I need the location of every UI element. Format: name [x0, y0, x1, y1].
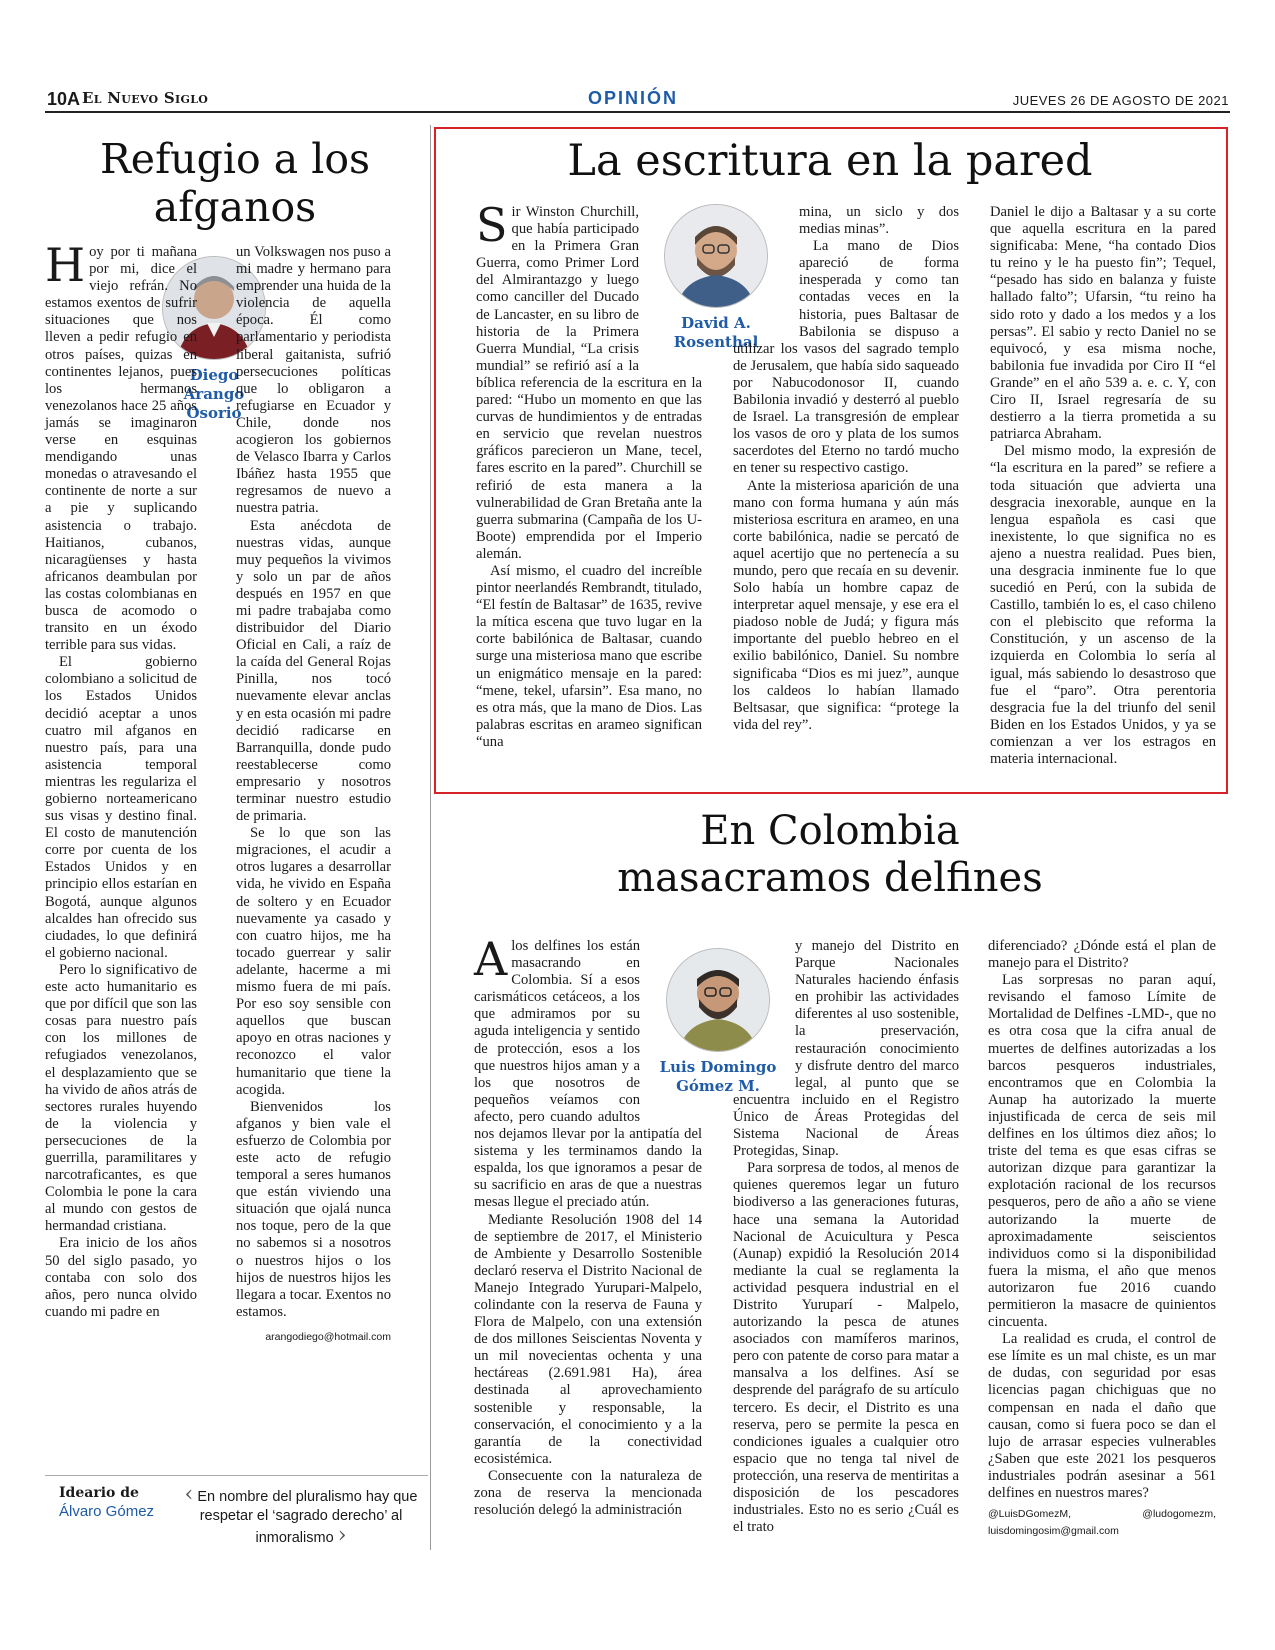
drop-cap: H [45, 238, 86, 292]
left-col1-p4: Era inicio de los años 50 del siglo pasado, yo contaba con solo dos años, pero nunca olvido cuando mi padre en [45, 1235, 197, 1320]
left-col1-p2: El gobierno colombiano a solicitud de los Estados Unidos decidió aceptar a unos cuatro mil afganos en nuestro país, para una asistencia temporal mientras les regulariza el gobierno norteamericano sus visas y destino final. El costo de manutención corre por cuenta de los Estados Unidos y en principio ellos estarían en Bogotá, aunque algunos alcaldes han ofrecido sus ciudades, lo que definirá el gobierno nacional. [45, 654, 197, 961]
newspaper-name: El Nuevo Siglo [82, 89, 209, 107]
left-article-title: Refugio a los afganos [99, 135, 371, 232]
left-author-name: Diego Arango Osorio [183, 366, 245, 422]
left-article-col2 [236, 244, 391, 1346]
bottom-col2-p1: y manejo del Distrito en Parque Nacionales Naturales haciendo énfasis en prohibir las actividades diferentes al uso sostenible, la preservación, restauración conocimiento y disfrute dentro del marco legal, al punto que se encuentra incluido en el Registro Único de Áreas Protegidas del Sistema Nacional de Áreas Protegidas, Sinap. [733, 938, 959, 1160]
top-col2-p2: La mano de Dios apareció de forma inesperada y como tan contadas veces en la historia, pues Baltasar de Babilonia se dispuso a utilizar los vasos del sagrado templo de Jerusalem, que había sido saqueado por Nabucodonosor II, cuando Babilonia invadió y desterró al pueblo de Israel. La transgresión de emplear los vasos de oro y plata de los sumos sacerdotes del Eterno no tardó mucho en tener su respectivo castigo. [733, 238, 959, 477]
close-quote-icon: › [337, 1523, 347, 1548]
ideario-quote-text: En nombre del pluralismo hay que respetar el ‘sagrado derecho’ al inmoralismo [197, 1489, 418, 1546]
page-number: 10A [47, 89, 81, 109]
column-divider [430, 125, 431, 1550]
drop-cap: S [476, 198, 508, 252]
left-col1-p3: Pero lo significativo de este acto humanitario es que por difícil que son las cosas para nuestro país con los millones de refugiados venezolanos, el desplazamiento que se ha vivido de años atrás de sectores rurales huyendo de la violencia y persecuciones de la guerrilla, paramilitares y narcotraficantes, es que Colombia le pone la cara al mundo con gestos de hermandad cristiana. [45, 961, 197, 1235]
ideario-name: Álvaro Gómez [59, 1503, 155, 1520]
top-article-col2 [733, 204, 959, 734]
bottom-col1-p2: Mediante Resolución 1908 del 14 de septiembre de 2017, el Ministerio de Ambiente y Desarrollo Sostenible declaró reserva el Distrito Nacional de Manejo Integrado Yurupari-Malpelo, colindante con la reserva de Fauna y Flora de Malpelo, con una extensión de dos millones Seiscientas Noventa y un mil novecientas ochenta y una hectáreas (2.691.981 Ha), área destinada al aprovechamiento sostenible y responsable, la conservación, el conocimiento y a la garantía de la conectividad ecosistémica. [474, 1211, 702, 1467]
bottom-col2-p2: Para sorpresa de todos, al menos de quienes queremos legar un futuro biodiverso a las generaciones futuras, hace una semana la Autoridad Nacional de Acuicultura y Pesca (Aunap) expidió la Resolución 2014 mediante la cual se reglamenta la actividad pesquera industrial en el Distrito Yuruparí - Malpelo, autorizando la pesca de atunes asociados con mamíferos marinos, pero con patente de corso para matar a mansalva a los delfines. Así se desprende del parágrafo de su artículo tercero. Es decir, el Distrito es una reserva, pero se permite la pesca en condiciones iguales a cualquier otro espacio que no tenga tal nivel de protección, una reserva de mentiritas a disposición de los pescadores industriales. Esto no es serio ¿Cuál es el trato [733, 1160, 959, 1536]
bottom-author-email: @LuisDGomezM, @ludogomezm, luisdomingosim@gmail.com [988, 1508, 1216, 1538]
bottom-col3-p3: La realidad es cruda, el control de ese límite es un mal chiste, es un mar de dudas, con seguridad por esas licencias pagan chichiguas que no compensan en nada el daño que causan, como si fuera poco se dan el lujo de arrasar especies vulnerables ¿Saben que este 2021 los pesqueros industriales podrán asesinar a 561 delfines en nuestros mares? [988, 1331, 1216, 1501]
top-article-col1 [476, 198, 702, 751]
top-col1-p1: Sir Winston Churchill, que había participado en la Primera Gran Guerra, como Primer Lord del Almirantazgo y luego como canciller del Ducado de Lancaster, en su libro de historia de la Primera Guerra Mundial, “La crisis mundial” se refirió así a la bíblica referencia de la escritura en la pared: “Hubo un momento en que las curvas de hundimientos y de entradas en servicio que revelan nuestros gráficos parecieron un Mane, tecel, fares escrito en la pared”. Churchill se refirió de esta manera a la vulnerabilidad de Gran Bretaña ante la guerra submarina (Campaña de los U-Boote) emprendida por el Imperio alemán. [476, 198, 702, 562]
header-rule [45, 111, 1230, 113]
bottom-article-col2 [733, 938, 959, 1536]
ideario-quote [176, 1482, 426, 1548]
drop-cap: A [474, 932, 508, 986]
left-author-email: arangodiego@hotmail.com [265, 1330, 391, 1343]
ideario-rule [45, 1475, 428, 1476]
bottom-article-title [440, 808, 1220, 902]
top-col1-p2: Así mismo, el cuadro del increíble pintor neerlandés Rembrandt, titulado, “El festín de Baltasar” de 1635, revive la mítica escena que tuvo lugar en la corte babilónica de Baltasar, cuando surge una misteriosa mano que escribe un enigmático mensaje en la pared: “mene, tekel, ufarsin”. Esa mano, no es otra más, que la mano de Dios. Las palabras escritas en arameo significan “una [476, 562, 702, 750]
bottom-col1-p3: Consecuente con la naturaleza de zona de reserva la mencionada resolución delegó la administración [474, 1467, 702, 1519]
ideario-label: Ideario de [59, 1485, 139, 1501]
left-col2-p2: Esta anécdota de nuestras vidas, aunque muy pequeños la vivimos y solo un par de años después en 1957 en que mi padre trabajaba como distribuidor del Diario Oficial en Cali, a raíz de la caída del General Rojas Pinilla, nos tocó nuevamente elevar anclas y en esta ocasión mi padre decidió radicarse en Barranquilla, donde pudo reestablecerse como empresario y nosotros terminar nuestro estudio de primaria. [236, 517, 391, 825]
top-author-name: David A. Rosenthal [673, 314, 759, 351]
top-col2-p1: mina, un siclo y dos medias minas”. [799, 204, 959, 238]
bottom-col3-p1: diferenciado? ¿Dónde está el plan de manejo para el Distrito? [988, 938, 1216, 972]
top-article-col3 [990, 204, 1216, 768]
section-title: OPINIÓN [588, 88, 679, 108]
left-col1-p1: Hoy por ti mañana por mi, dice el viejo refrán. No estamos exentos de sufrir situaciones que nos lleven a pedir refugio en otros países, quizas en continentes lejanos, pues los hermanos venezolanos hace 25 años jamás se imaginaron verse en esquinas mendigando unas monedas o atravesando el continente de norte a sur a pie y suplicando asistencia o trabajo. Haitianos, cubanos, nicaragüenses y hasta africanos deambulan por las costas colombianas en busca de acomodo o transito en un éxodo terrible para sus vidas. [45, 238, 197, 654]
top-article-title: La escritura en la pared [567, 136, 1093, 186]
bottom-col1-p1: Alos delfines los están masacrando en Colombia. Sí a esos carismáticos cetáceos, a los que admiramos por su aguda inteligencia y sentido de protección, esos a los que nuestros hijos aman y a los que nosotros de pequeños veíamos con afecto, pero cuando adultos nos dejamos llevar por la antipatía del sistema y les terminamos dando la espalda, los que ignoramos a pesar de su sacrificio en aras de que a nuestras mesas llegue el preciado atún. [474, 932, 702, 1211]
bottom-col3-p2: Las sorpresas no paran aquí, revisando el famoso Límite de Mortalidad de Delfines -LMD-, que no es otra cosa que la cifra anual de muertes de delfines autorizadas a los barcos pesqueros industriales, encontramos que en Colombia la Aunap ha autorizado la muerte injustificada de cerca de seis mil delfines en los últimos diez años; lo triste del tema es que esas cifras se autorizan dizque para garantizar la explotación racional de los recursos pesqueros, pero de año a año se viene autorizando la muerte de aproximadamente seiscientos individuos como si la disponibilidad fuera la misma, el año que menos autorizaron fue 2016 cuando permitieron la masacre de quinientos cincuenta. [988, 972, 1216, 1331]
bottom-article-col1 [474, 932, 702, 1519]
bottom-article-col3 [988, 938, 1216, 1540]
top-col3-p2: Del mismo modo, la expresión de “la escritura en la pared” se refiere a toda situación que advierta una desgracia inexorable, aunque en la lengua española es casi que inexistente, lo que significa no es ajeno a nuestra realidad. Pues bien, una desgracia inminente fue lo que sucedió en Perú, con la subida de Castillo, también lo es, el caso chileno con el plebiscito que reforma la Constitución, y un ascenso de la izquierda en Colombia lo sería al igual, más sabiendo lo desastroso que fue el “paro”. Otra perentoria desgracia fue la del triunfo del senil Biden en los Estados Unidos, y ya se comienzan a ver los estragos en materia internacional. [990, 443, 1216, 767]
bottom-title-text: En Colombia masacramos delfines [617, 808, 1043, 902]
left-col2-p4: Bienvenidos los afganos y bien vale el esfuerzo de Colombia por este acto de refugio temporal a seres humanos que están viviendo una situación que ojalá nunca nos toque, pero de la que no sabemos si a nosotros o nuestros hijos o los hijos de nuestros hijos les llegara a tocar. Exentos no estamos. [236, 1098, 391, 1320]
issue-date: JUEVES 26 DE AGOSTO DE 2021 [1012, 93, 1229, 108]
bottom-author-name: Luis Domingo Gómez M. [659, 1058, 777, 1095]
top-col2-p3: Ante la misteriosa aparición de una mano con forma humana y aún más misteriosa escritura en arameo, en una corte babilónica, nadie se percató de aquel acertijo que no pertenecía a su mundo, pero que recaía en su devenir. Solo había un hombre capaz de interpretar aquel mensaje, y ese era el piadoso noble de Judá; y figura más importante del pueblo hebreo en el exilio babilónico, Daniel. Su nombre significaba “Dios es mi juez”, aunque los caldeos lo habían llamado Beltsasar, que significa: “protege la vida del rey”. [733, 477, 959, 733]
top-col3-p1: Daniel le dijo a Baltasar y a su corte que aquella escritura en la pared significaba: Mene, “ha contado Dios tu reino y le ha puesto fin”; Tequel, “pesado has sido en balanza y fuiste hallado falto”; Ufarsin, “tu reino ha sido roto y dado a los medos y a los persas”. El sabio y recto Daniel no se equivocó, y esa misma noche, babilonia fue invadida por Ciro II “el Grande” en el año 539 a. e. c. Y, con Ciro II, Israel regresaría de su destierro a la tierra prometida a su patriarca Abraham. [990, 204, 1216, 443]
open-quote-icon: ‹ [184, 1482, 194, 1507]
left-article-col1 [45, 238, 197, 1321]
left-col2-p1: un Volkswagen nos puso a mi madre y hermano para emprender una huida de la violencia de aquella época. Él como parlamentario y periodista liberal gaitanista, sufrió persecuciones políticas que lo obligaron a refugiarse en Ecuador y Chile, donde nos acogieron los gobiernos de Velasco Ibarra y Carlos Ibáñez hasta 1955 que regresamos de nuevo a nuestra patria. [236, 244, 391, 517]
left-col2-p3: Se lo que son las migraciones, el acudir a otros lugares a desarrollar vida, he vivido en España de soltero y en Ecuador nuevamente ya casado y con cuatro hijos, me ha tocado guerrear y salir adelante, hacerme a mi mismo fuera de mi país. Por eso soy sensible con aquellos que buscan apoyo en otras naciones y reconozco el valor humanitario que tiene la acogida. [236, 825, 391, 1098]
